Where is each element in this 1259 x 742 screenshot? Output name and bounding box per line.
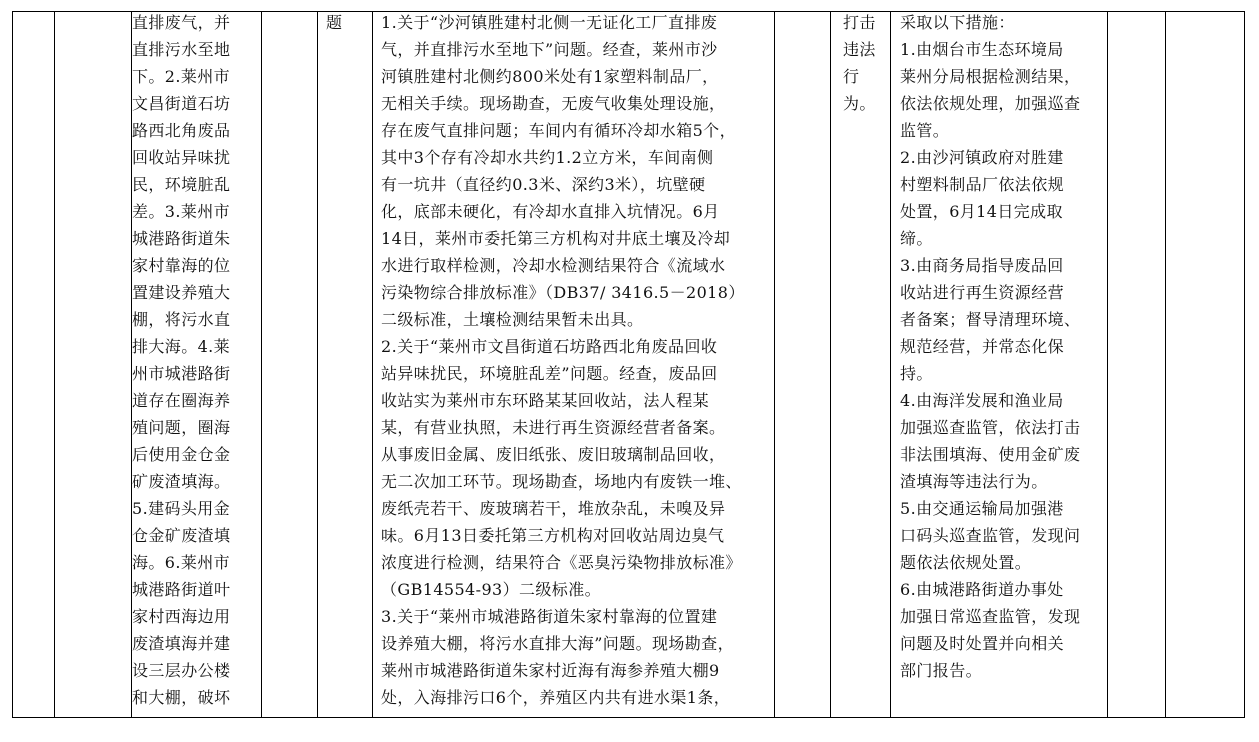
- column-divider: [261, 12, 262, 717]
- handling-purpose-cell: 打击 违法 行 为。: [843, 13, 876, 113]
- column-divider: [1165, 12, 1166, 717]
- column-divider: [890, 12, 891, 717]
- column-divider: [830, 12, 831, 717]
- column-divider: [1107, 12, 1108, 717]
- column-divider: [774, 12, 775, 717]
- category-cell: 题: [326, 13, 343, 32]
- column-divider: [54, 12, 55, 717]
- investigation-findings-cell: 1.关于“沙河镇胜建村北侧一无证化工厂直排废 气，并直排污水至地下”问题。经查，莱州市沙 河镇胜建村北侧约800米处有1家塑料制品厂， 无相关手续。现场勘查，无废气收集处理设施， 存在废气直排问题；车间内有循环冷却水箱5个， 其中3个存有冷却水共约1.2立方米，车间南侧 有一坑井（直径约0.3米、深约3米），坑壁硬 化，底部未硬化，有冷却水直排入坑情况。6月 14日，莱州市委托第三方机构对井底土壤及冷却 水进行取样检测，冷却水检测结果符合《流域水 污染物综合排放标准》（DB37/ 3416.5－2018） 二级标准，土壤检测结果暂未出具。 2.关于“莱州市文昌街道石坊路西北角废品回收 站异味扰民，环境脏乱差”问题。经查，废品回 收站实为莱州市东环路某某回收站，法人程某 某，有营业执照，未进行再生资源经营者备案。 从事废旧金属、废旧纸张、废旧玻璃制品回收， 无二次加工环节。现场勘查，场地内有废铁一堆、 废纸壳若干、废玻璃若干，堆放杂乱，未嗅及异 味。6月13日委托第三方机构对回收站周边臭气 浓度进行检测，结果符合《恶臭污染物排放标准》 （GB14554-93）二级标准。 3.关于“莱州市城港路街道朱家村靠海的位置建 设养殖大棚，将污水直排大海”问题。现场勘查， 莱州市城港路街道朱家村近海有海参养殖大棚9 处，入海排污口6个，养殖区内共有进水渠1条，: [381, 13, 745, 707]
- complaint-content-cell: 直排废气，并 直排污水至地 下。2.莱州市 文昌街道石坊 路西北角废品 回收站异味扰 民，环境脏乱 差。3.莱州市 城港路街道朱 家村靠海的位 置建设养殖大 棚，将污水直 排大海。4.莱 州市城港路街 道存在圈海养 殖问题，圈海 后使用金仓金 矿废渣填海。 5.建码头用金 仓金矿废渣填 海。6.莱州市 城港路街道叶 家村西海边用 废渣填海并建 设三层办公楼 和大棚，破坏: [132, 13, 231, 707]
- measures-cell: 采取以下措施： 1.由烟台市生态环境局 莱州分局根据检测结果， 依法依规处理，加强巡查 监管。 2.由沙河镇政府对胜建 村塑料制品厂依法依规 处置，6月14日完成取 缔。 3.由商务局指导废品回 收站进行再生资源经营 者备案；督导清理环境、 规范经营，并常态化保 持。 4.由海洋发展和渔业局 加强巡查监管，依法打击 非法围填海、使用金矿废 渣填海等违法行为。 5.由交通运输局加强港 口码头巡查监管，发现问 题依法依规处置。 6.由城港路街道办事处 加强日常巡查监管，发现 问题及时处置并向相关 部门报告。: [900, 13, 1081, 680]
- column-divider: [372, 12, 373, 717]
- column-divider: [317, 12, 318, 717]
